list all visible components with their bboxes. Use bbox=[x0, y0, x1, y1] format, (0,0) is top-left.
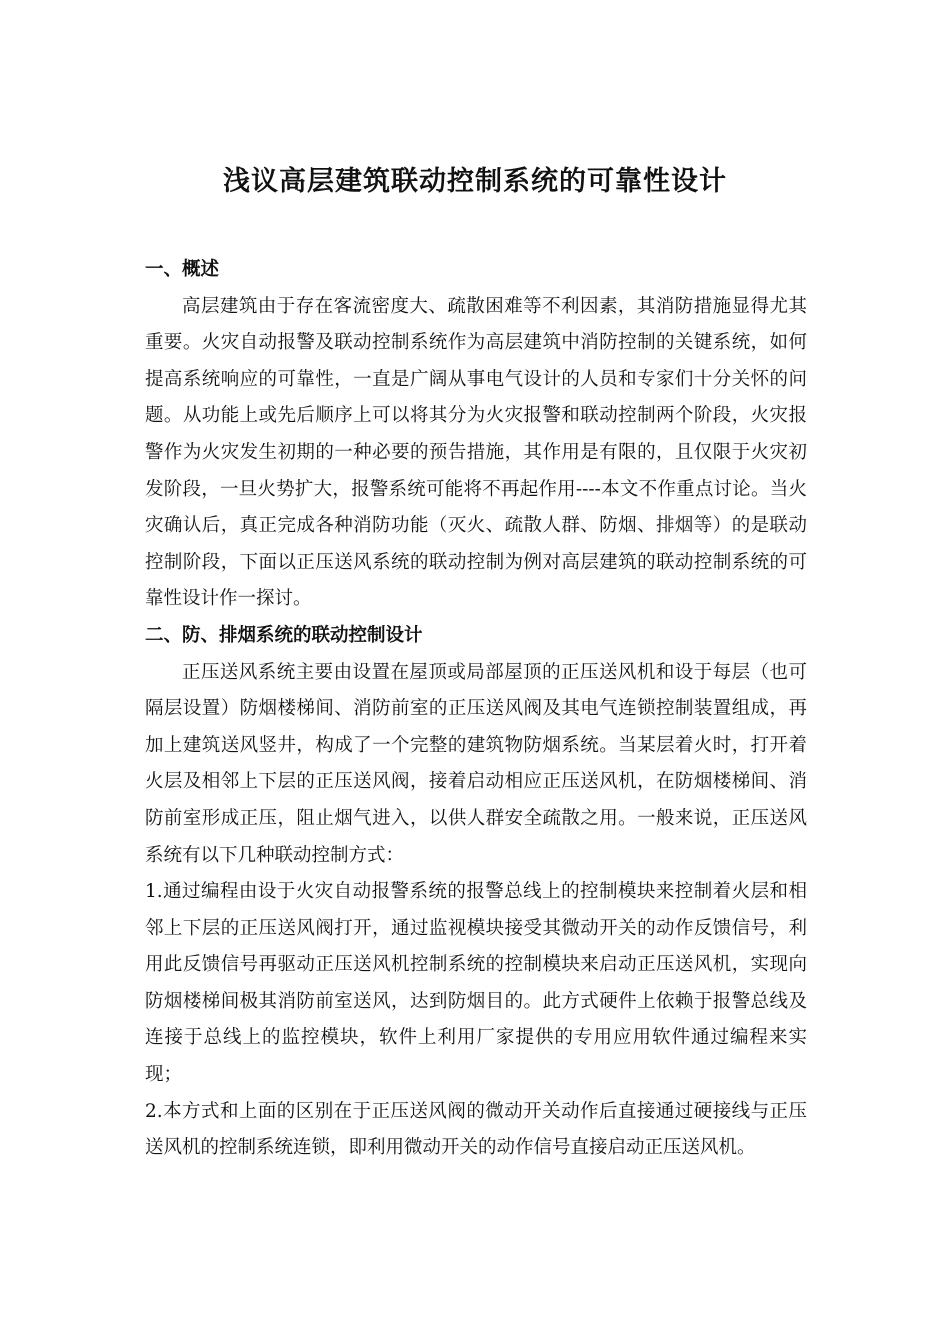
document-title: 浅议高层建筑联动控制系统的可靠性设计 bbox=[223, 166, 727, 197]
section-heading-overview: 一、概述 bbox=[145, 259, 220, 280]
list-item: 2.本方式和上面的区别在于正压送风阀的微动开关动作后直接通过硬接线与正压送风机的控制系统连锁，即利用微动开关的动作信号直接启动正压送风机。 bbox=[145, 1100, 807, 1159]
section-paragraph-overview: 高层建筑由于存在客流密度大、疏散困难等不利因素，其消防措施显得尤其重要。火灾自动报警及联动控制系统作为高层建筑中消防控制的关键系统，如何提高系统响应的可靠性，一直是广阔从事电气设计的人员和专家们十分关怀的问题。从功能上或先后顺序上可以将其分为火灾报警和联动控制两个阶段，火灾报警作为火灾发生初期的一种必要的预告措施，其作用是有限的，且仅限于火灾初发阶段，一旦火势扩大，报警系统可能将不再起作用----本文不作重点讨论。当火灾确认后，真正完成各种消防功能（灭火、疏散人群、防烟、排烟等）的是联动控制阶段，下面以正压送风系统的联动控制为例对高层建筑的联动控制系统的可靠性设计作一探讨。 bbox=[145, 295, 807, 610]
document-body bbox=[145, 252, 807, 1167]
list-item: 1.通过编程由设于火灾自动报警系统的报警总线上的控制模块来控制着火层和相邻上下层的正压送风阀打开，通过监视模块接受其微动开关的动作反馈信号，利用此反馈信号再驱动正压送风机控制系统的控制模块来启动正压送风机，实现向防烟楼梯间极其消防前室送风，达到防烟目的。此方式硬件上依赖于报警总线及连接于总线上的监控模块，软件上利用厂家提供的专用应用软件通过编程来实现； bbox=[145, 881, 807, 1086]
section-paragraph-smoke-control: 正压送风系统主要由设置在屋顶或局部屋顶的正压送风机和设于每层（也可隔层设置）防烟楼梯间、消防前室的正压送风阀及其电气连锁控制装置组成，再加上建筑送风竖井，构成了一个完整的建筑物防烟系统。当某层着火时，打开着火层及相邻上下层的正压送风阀，接着启动相应正压送风机，在防烟楼梯间、消防前室形成正压，阻止烟气进入，以供人群安全疏散之用。一般来说，正压送风系统有以下几种联动控制方式： bbox=[145, 661, 807, 866]
section-heading-smoke-control: 二、防、排烟系统的联动控制设计 bbox=[145, 624, 423, 646]
